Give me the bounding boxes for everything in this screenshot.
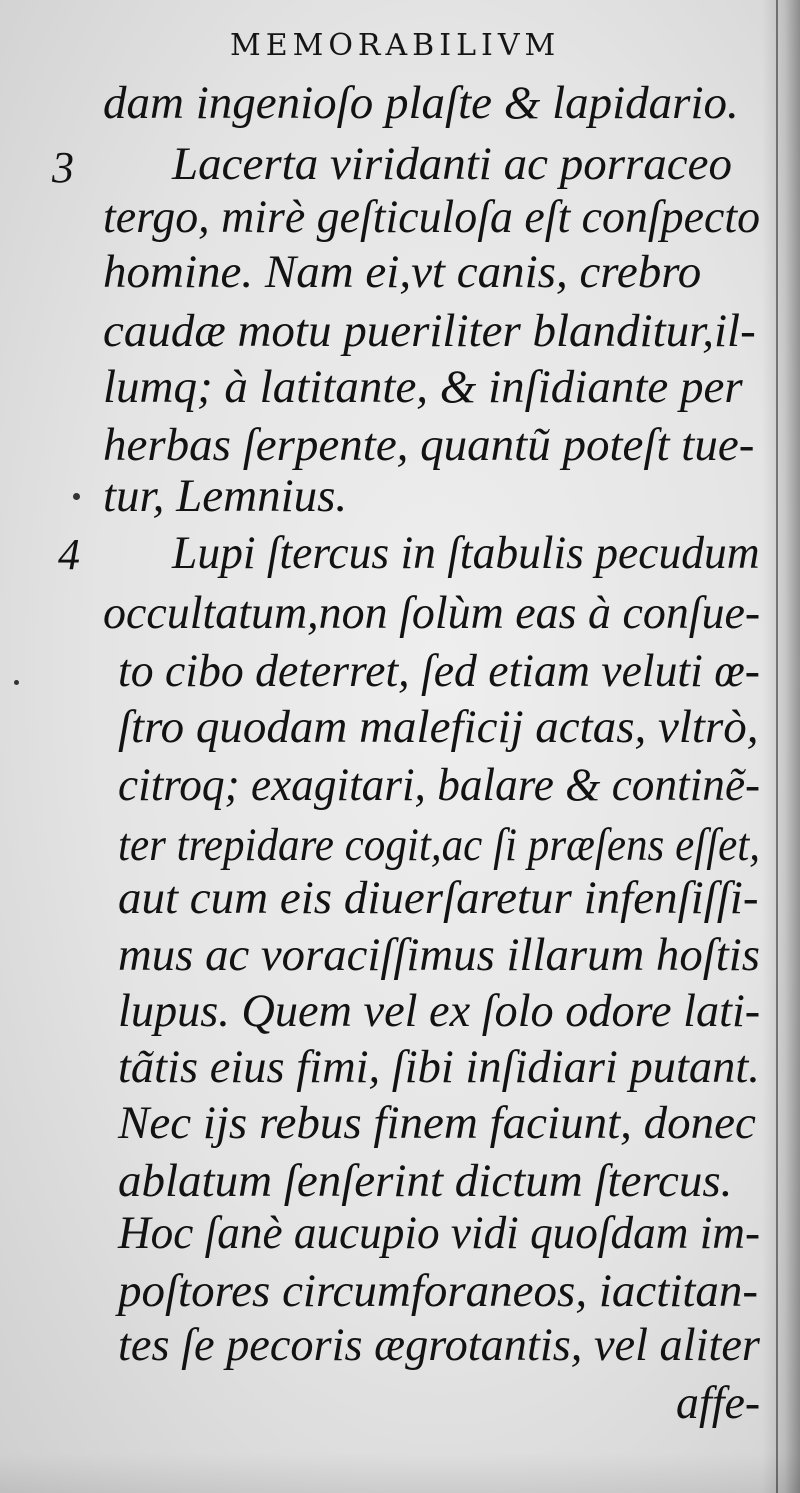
text-line: lupus. Quem vel ex ſolo odore lati- bbox=[118, 985, 761, 1037]
text-line: tãtis eius fimi, ſibi inſidiari putant. bbox=[118, 1041, 760, 1093]
text-line: tes ſe pecoris ægrotantis, vel aliter bbox=[118, 1319, 760, 1371]
text-line: dam ingenioſo plaſte & lapidario. bbox=[103, 77, 739, 129]
section-number-4: 4 bbox=[58, 530, 80, 579]
text-line: aut cum eis diuerſaretur infenſiſſi- bbox=[118, 872, 759, 924]
text-line: tergo, mirè geſticuloſa eſt conſpecto bbox=[103, 191, 761, 243]
page-edge-shadow bbox=[762, 0, 800, 1493]
ink-speck bbox=[14, 680, 19, 685]
text-line: Hoc ſanè aucupio vidi quoſdam im- bbox=[118, 1207, 761, 1259]
text-line: homine. Nam ei,vt canis, crebro bbox=[103, 246, 702, 298]
text-line: caudæ motu pueriliter blanditur,il- bbox=[103, 305, 756, 357]
text-line: ablatum ſenſerint dictum ſtercus. bbox=[118, 1155, 733, 1207]
text-line: Lacerta viridanti ac porraceo bbox=[172, 138, 733, 190]
text-line: occultatum,non ſolùm eas à conſue- bbox=[103, 587, 761, 639]
text-line: herbas ſerpente, quantũ poteſt tue- bbox=[103, 419, 755, 471]
page-bottom-shade bbox=[0, 1453, 800, 1493]
page-edge-line bbox=[776, 0, 778, 1493]
text-line: tur, Lemnius. bbox=[103, 470, 348, 522]
text-line: Lupi ſtercus in ſtabulis pecudum bbox=[172, 527, 760, 579]
text-line: to cibo deterret, ſed etiam veluti œ- bbox=[118, 645, 760, 697]
text-line: Nec ijs rebus finem faciunt, donec bbox=[118, 1097, 756, 1149]
text-line: citroq; exagitari, balare & continẽ- bbox=[118, 759, 761, 811]
text-line: mus ac voraciſſimus illarum hoſtis bbox=[118, 929, 760, 981]
catchword: affe- bbox=[676, 1377, 761, 1429]
running-title: MEMORABILIVM bbox=[230, 28, 561, 63]
section-number-3: 3 bbox=[52, 143, 74, 192]
ink-speck bbox=[73, 493, 80, 500]
text-line: ter trepidare cogit,ac ſi præſens eſſet, bbox=[118, 819, 761, 871]
text-line: poſtores circumforaneos, iactitan- bbox=[118, 1265, 759, 1317]
text-line: ſtro quodam maleficij actas, vltrò, bbox=[118, 701, 759, 753]
text-line: lumq; à latitante, & inſidiante per bbox=[103, 361, 743, 413]
